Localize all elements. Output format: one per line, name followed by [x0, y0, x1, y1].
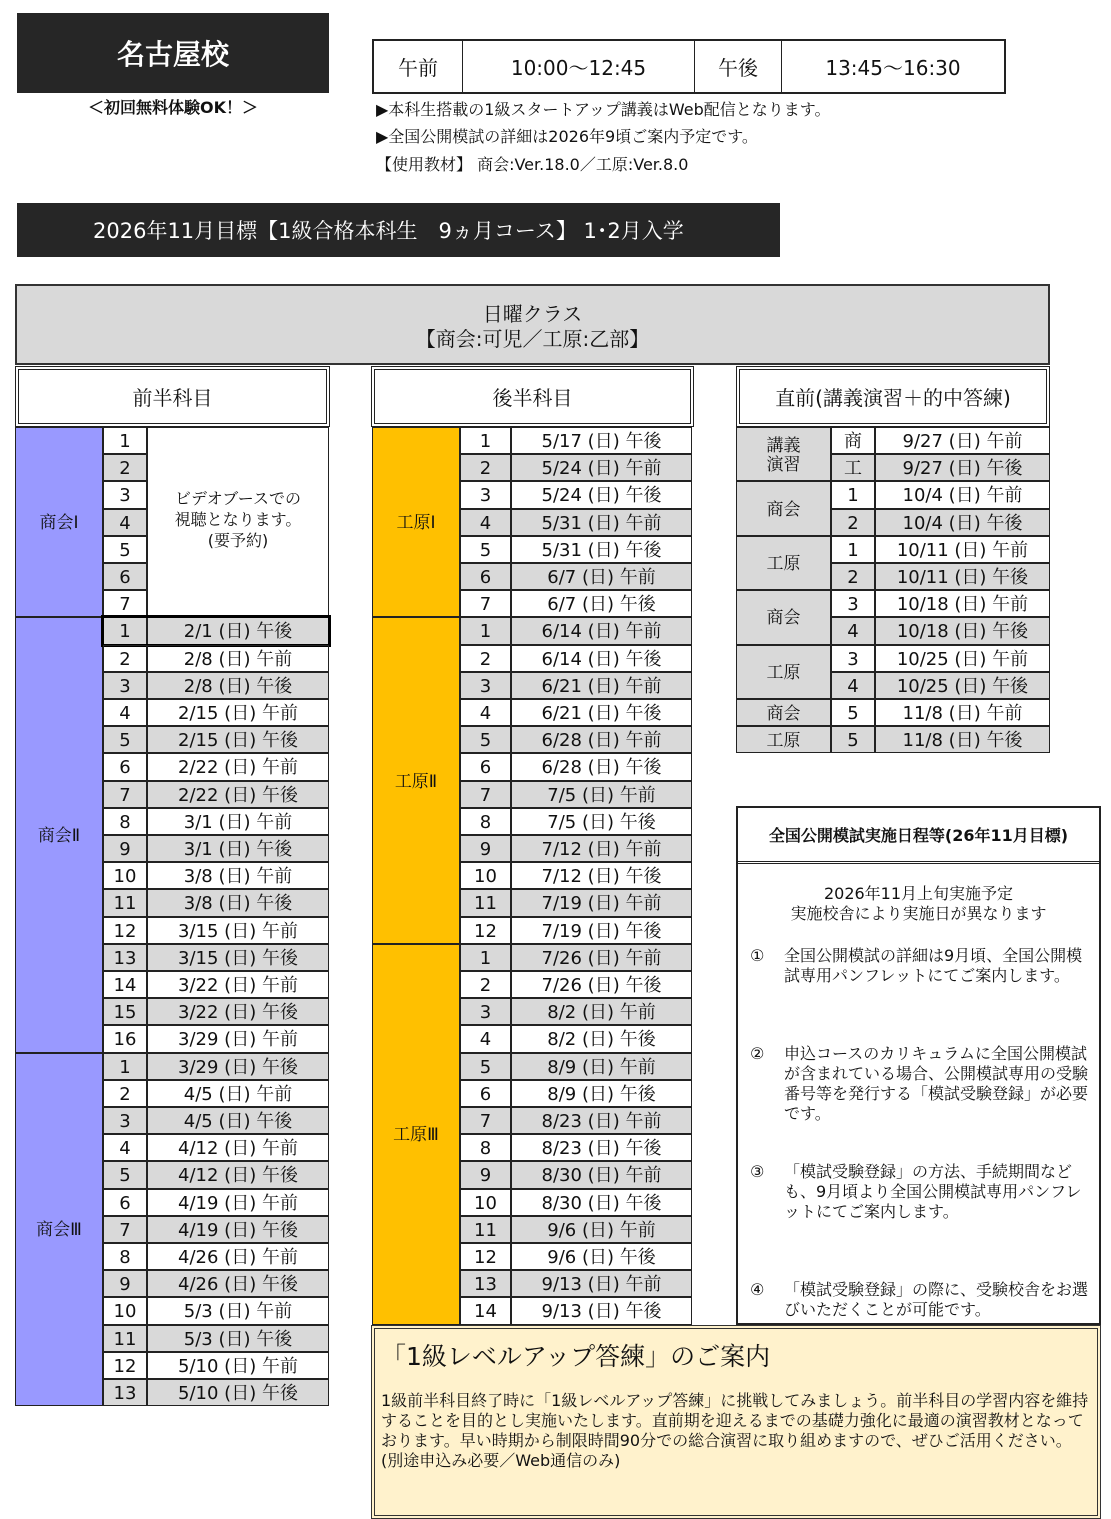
am-label: 午前	[374, 41, 463, 92]
lesson-date: 5/31 (日) 午後	[511, 536, 692, 563]
final-group-label: 商会	[736, 699, 831, 726]
lesson-number: 14	[460, 1297, 511, 1324]
lesson-number: 1	[460, 427, 511, 454]
final-date: 10/25 (日) 午後	[875, 672, 1050, 699]
final-date: 11/8 (日) 午後	[875, 726, 1050, 753]
note-startup: ▶本科生搭載の1級スタートアップ講義はWeb配信となります。	[376, 100, 831, 119]
lesson-number: 2	[460, 645, 511, 672]
lesson-date: 8/30 (日) 午前	[511, 1161, 692, 1188]
lesson-number: 3	[103, 481, 147, 508]
final-group-label: 工原	[736, 536, 831, 590]
lesson-number: 4	[460, 1025, 511, 1052]
final-number: 工	[831, 454, 875, 481]
lesson-number: 4	[460, 509, 511, 536]
lesson-number: 2	[103, 454, 147, 481]
lesson-number: 5	[460, 726, 511, 753]
lesson-date: 4/12 (日) 午前	[147, 1134, 329, 1161]
lesson-number: 12	[460, 1243, 511, 1270]
final-date: 10/4 (日) 午前	[875, 481, 1050, 508]
lesson-date: 2/15 (日) 午前	[147, 699, 329, 726]
final-number: 商	[831, 427, 875, 454]
lesson-date: 2/22 (日) 午前	[147, 753, 329, 780]
lesson-date: 8/9 (日) 午後	[511, 1080, 692, 1107]
lesson-number: 1	[103, 617, 147, 644]
item-text: 「模試受験登録」の方法、手続期間なども、9月頃より全国公開模試専用パンフレットにてご案内します。	[784, 1162, 1082, 1221]
lesson-number: 7	[103, 1216, 147, 1243]
lesson-number: 3	[460, 998, 511, 1025]
lesson-date: 7/19 (日) 午前	[511, 889, 692, 916]
lesson-number: 3	[460, 481, 511, 508]
lesson-number: 9	[460, 1161, 511, 1188]
free-trial-note: ＜初回無料体験OK！＞	[87, 98, 258, 117]
levelup-box	[371, 1325, 1101, 1519]
lesson-date: 2/8 (日) 午前	[147, 645, 329, 672]
lesson-date: 4/19 (日) 午前	[147, 1189, 329, 1216]
lesson-number: 12	[460, 917, 511, 944]
lesson-number: 6	[460, 753, 511, 780]
lesson-number: 2	[103, 645, 147, 672]
school-title: 名古屋校	[17, 13, 329, 93]
group-label: 商会Ⅰ	[15, 427, 103, 617]
lesson-date: 2/1 (日) 午後	[147, 617, 329, 644]
lesson-number: 3	[103, 672, 147, 699]
group-label: 工原Ⅱ	[372, 617, 460, 943]
lesson-date: 6/21 (日) 午後	[511, 699, 692, 726]
final-date: 9/27 (日) 午前	[875, 427, 1050, 454]
lesson-date: 3/29 (日) 午前	[147, 1025, 329, 1052]
mock-info-item	[738, 1044, 1099, 1124]
lesson-number: 5	[460, 1053, 511, 1080]
lesson-date: 9/6 (日) 午後	[511, 1243, 692, 1270]
item-text: 全国公開模試の詳細は9月頃、全国公開模試専用パンフレットにてご案内します。	[784, 946, 1083, 985]
lesson-number: 1	[460, 617, 511, 644]
lesson-number: 6	[103, 753, 147, 780]
lesson-number: 7	[460, 781, 511, 808]
final-number: 3	[831, 590, 875, 617]
lesson-date: 8/30 (日) 午後	[511, 1189, 692, 1216]
lesson-date: 9/13 (日) 午後	[511, 1297, 692, 1324]
course-banner: 2026年11月目標【1級合格本科生 9ヵ月コース】 1･2月入学	[17, 203, 780, 257]
final-group-label: 商会	[736, 481, 831, 535]
lesson-number: 11	[460, 889, 511, 916]
lesson-number: 3	[103, 1107, 147, 1134]
lesson-number: 4	[103, 1134, 147, 1161]
section-final: 直前(講義演習＋的中答練)	[736, 366, 1050, 427]
lesson-date: 5/17 (日) 午後	[511, 427, 692, 454]
lesson-number: 9	[103, 835, 147, 862]
final-group-label: 工原	[736, 726, 831, 753]
levelup-note: (別途申込み必要／Web通信のみ)	[381, 1451, 621, 1470]
lesson-date: 3/15 (日) 午後	[147, 944, 329, 971]
lesson-date: 7/5 (日) 午前	[511, 781, 692, 808]
lesson-number: 8	[460, 808, 511, 835]
lesson-number: 11	[460, 1216, 511, 1243]
lesson-date: 6/14 (日) 午前	[511, 617, 692, 644]
lesson-date: 8/2 (日) 午前	[511, 998, 692, 1025]
lesson-number: 7	[103, 781, 147, 808]
video-booth-note: ビデオブースでの 視聴となります。 (要予約)	[147, 427, 329, 617]
lesson-number: 11	[103, 1325, 147, 1352]
final-date: 10/25 (日) 午前	[875, 645, 1050, 672]
final-date: 10/18 (日) 午前	[875, 590, 1050, 617]
lesson-number: 1	[103, 1053, 147, 1080]
lesson-number: 4	[460, 699, 511, 726]
final-number: 2	[831, 509, 875, 536]
final-date: 10/4 (日) 午後	[875, 509, 1050, 536]
final-number: 2	[831, 563, 875, 590]
lesson-date: 6/7 (日) 午後	[511, 590, 692, 617]
class-title: 日曜クラス	[482, 302, 583, 326]
lesson-date: 3/1 (日) 午後	[147, 835, 329, 862]
final-number: 1	[831, 481, 875, 508]
lesson-date: 7/12 (日) 午後	[511, 862, 692, 889]
lesson-number: 13	[460, 1270, 511, 1297]
pm-label: 午後	[695, 41, 782, 92]
am-range: 10:00〜12:45	[463, 41, 695, 92]
lesson-date: 3/22 (日) 午後	[147, 998, 329, 1025]
group-label: 商会Ⅱ	[15, 617, 103, 1052]
lesson-date: 6/28 (日) 午後	[511, 753, 692, 780]
lesson-number: 13	[103, 944, 147, 971]
class-header	[15, 284, 1050, 365]
group-label: 工原Ⅲ	[372, 944, 460, 1325]
current-lesson-highlight	[101, 615, 331, 646]
lesson-number: 9	[460, 835, 511, 862]
lesson-date: 2/8 (日) 午後	[147, 672, 329, 699]
lesson-number: 16	[103, 1025, 147, 1052]
lesson-date: 4/19 (日) 午後	[147, 1216, 329, 1243]
lesson-date: 3/8 (日) 午前	[147, 862, 329, 889]
levelup-title: 「1級レベルアップ答練」のご案内	[381, 1342, 771, 1371]
lesson-number: 2	[460, 971, 511, 998]
lesson-date: 3/1 (日) 午前	[147, 808, 329, 835]
final-group-label: 工原	[736, 645, 831, 699]
lesson-number: 1	[460, 944, 511, 971]
mock-info-item	[738, 1162, 1099, 1222]
lesson-date: 9/6 (日) 午前	[511, 1216, 692, 1243]
lesson-number: 6	[103, 563, 147, 590]
lesson-number: 13	[103, 1379, 147, 1406]
lesson-date: 2/15 (日) 午後	[147, 726, 329, 753]
mock-exam-schedule: 2026年11月上旬実施予定 実施校舎により実施日が異なります	[790, 884, 1047, 923]
mock-exam-box	[736, 806, 1101, 1325]
lesson-number: 9	[103, 1270, 147, 1297]
lesson-date: 5/3 (日) 午前	[147, 1297, 329, 1324]
final-number: 4	[831, 672, 875, 699]
lesson-number: 8	[103, 1243, 147, 1270]
lesson-number: 10	[460, 1189, 511, 1216]
lesson-date: 7/19 (日) 午後	[511, 917, 692, 944]
lesson-date: 9/13 (日) 午前	[511, 1270, 692, 1297]
lesson-date: 3/8 (日) 午後	[147, 889, 329, 916]
section-first-half: 前半科目	[15, 366, 330, 427]
mock-info-item	[738, 946, 1099, 986]
item-text: 「模試受験登録」の際に、受験校舎をお選びいただくことが可能です。	[784, 1280, 1089, 1319]
lesson-date: 2/22 (日) 午後	[147, 781, 329, 808]
lesson-number: 3	[460, 672, 511, 699]
mock-exam-title: 全国公開模試実施日程等(26年11月目標)	[738, 808, 1099, 864]
final-date: 11/8 (日) 午前	[875, 699, 1050, 726]
lesson-number: 7	[460, 1107, 511, 1134]
time-table	[372, 39, 1006, 94]
item-text: 申込コースのカリキュラムに全国公開模試が含まれている場合、公開模試専用の受験番号等を発行する「模試受験登録」が必要です。	[784, 1044, 1089, 1123]
lesson-number: 10	[103, 1297, 147, 1324]
lesson-number: 8	[103, 808, 147, 835]
lesson-number: 10	[460, 862, 511, 889]
lesson-date: 5/24 (日) 午前	[511, 454, 692, 481]
lesson-number: 5	[103, 536, 147, 563]
final-number: 5	[831, 699, 875, 726]
lesson-date: 4/5 (日) 午前	[147, 1080, 329, 1107]
lesson-number: 2	[103, 1080, 147, 1107]
lesson-date: 4/12 (日) 午後	[147, 1161, 329, 1188]
item-number: ①	[750, 946, 765, 965]
lesson-number: 5	[103, 726, 147, 753]
final-date: 9/27 (日) 午後	[875, 454, 1050, 481]
lesson-date: 6/28 (日) 午前	[511, 726, 692, 753]
final-group-label: 講義 演習	[736, 427, 831, 481]
lesson-date: 4/26 (日) 午前	[147, 1243, 329, 1270]
lesson-date: 3/22 (日) 午前	[147, 971, 329, 998]
lesson-number: 15	[103, 998, 147, 1025]
lesson-number: 4	[103, 699, 147, 726]
final-number: 1	[831, 536, 875, 563]
lesson-date: 6/21 (日) 午前	[511, 672, 692, 699]
section-second-half: 後半科目	[371, 366, 694, 427]
lesson-date: 6/14 (日) 午後	[511, 645, 692, 672]
group-label: 商会Ⅲ	[15, 1053, 103, 1407]
lesson-date: 5/3 (日) 午後	[147, 1325, 329, 1352]
lesson-date: 5/31 (日) 午前	[511, 509, 692, 536]
item-number: ④	[750, 1280, 765, 1299]
lesson-date: 3/15 (日) 午前	[147, 917, 329, 944]
lesson-number: 1	[103, 427, 147, 454]
lesson-date: 8/2 (日) 午後	[511, 1025, 692, 1052]
note-mock: ▶全国公開模試の詳細は2026年9頃ご案内予定です。	[376, 127, 758, 146]
lesson-number: 6	[103, 1189, 147, 1216]
lesson-number: 4	[103, 509, 147, 536]
lesson-date: 4/5 (日) 午後	[147, 1107, 329, 1134]
lesson-date: 8/23 (日) 午前	[511, 1107, 692, 1134]
lesson-date: 5/10 (日) 午前	[147, 1352, 329, 1379]
lesson-number: 10	[103, 862, 147, 889]
item-number: ③	[750, 1162, 765, 1181]
final-date: 10/11 (日) 午後	[875, 563, 1050, 590]
lesson-number: 5	[103, 1161, 147, 1188]
final-group-label: 商会	[736, 590, 831, 644]
lesson-number: 2	[460, 454, 511, 481]
class-instructors: 【商会:可児／工原:乙部】	[415, 327, 650, 351]
lesson-date: 4/26 (日) 午後	[147, 1270, 329, 1297]
lesson-date: 7/26 (日) 午後	[511, 971, 692, 998]
note-materials: 【使用教材】 商会:Ver.18.0／工原:Ver.8.0	[376, 155, 689, 174]
levelup-body: 1級前半科目終了時に「1級レベルアップ答練」に挑戦してみましょう。前半科目の学習内容を維持することを目的とし実施いたします。直前期を迎えるまでの基礎力強化に最適の演習教材となっております。早い時期から制限時間90分での総合演習に取り組めますので、ぜひご活用ください。	[381, 1391, 1089, 1450]
final-number: 5	[831, 726, 875, 753]
group-label: 工原Ⅰ	[372, 427, 460, 617]
final-number: 4	[831, 617, 875, 644]
final-date: 10/18 (日) 午後	[875, 617, 1050, 644]
lesson-number: 14	[103, 971, 147, 998]
lesson-date: 7/5 (日) 午後	[511, 808, 692, 835]
lesson-date: 7/12 (日) 午前	[511, 835, 692, 862]
lesson-number: 12	[103, 1352, 147, 1379]
lesson-number: 8	[460, 1134, 511, 1161]
lesson-number: 7	[103, 590, 147, 617]
lesson-date: 5/24 (日) 午後	[511, 481, 692, 508]
lesson-number: 5	[460, 536, 511, 563]
lesson-number: 6	[460, 563, 511, 590]
lesson-date: 7/26 (日) 午前	[511, 944, 692, 971]
lesson-date: 3/29 (日) 午後	[147, 1053, 329, 1080]
mock-info-item	[738, 1280, 1099, 1320]
lesson-number: 11	[103, 889, 147, 916]
lesson-date: 6/7 (日) 午前	[511, 563, 692, 590]
lesson-number: 12	[103, 917, 147, 944]
lesson-date: 5/10 (日) 午後	[147, 1379, 329, 1406]
final-number: 3	[831, 645, 875, 672]
item-number: ②	[750, 1044, 765, 1063]
lesson-date: 8/9 (日) 午前	[511, 1053, 692, 1080]
lesson-number: 6	[460, 1080, 511, 1107]
lesson-number: 7	[460, 590, 511, 617]
lesson-date: 8/23 (日) 午後	[511, 1134, 692, 1161]
final-date: 10/11 (日) 午前	[875, 536, 1050, 563]
pm-range: 13:45〜16:30	[825, 56, 961, 80]
